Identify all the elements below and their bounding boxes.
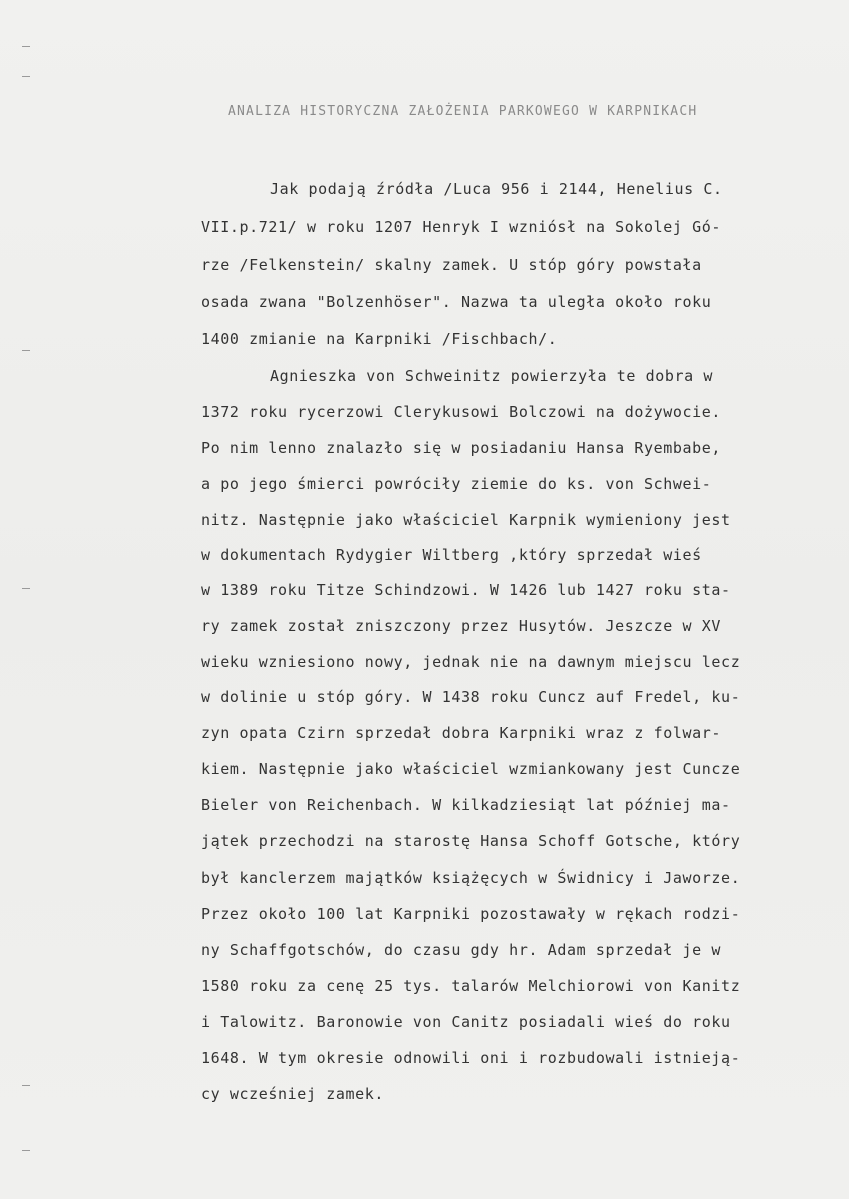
text-line: 1400 zmianie na Karpniki /Fischbach/. xyxy=(201,330,558,348)
text-line: w 1389 roku Titze Schindzowi. W 1426 lub 1427 roku sta- xyxy=(201,581,731,599)
text-line: w dolinie u stóp góry. W 1438 roku Cuncz auf Fredel, ku- xyxy=(201,688,741,706)
document-title: ANALIZA HISTORYCZNA ZAŁOŻENIA PARKOWEGO W KARPNIKACH xyxy=(228,104,698,119)
text-line: ry zamek został zniszczony przez Husytów. Jeszcze w XV xyxy=(201,617,722,635)
text-line: był kanclerzem majątków książęcych w Świdnicy i Jaworze. xyxy=(201,869,741,887)
text-line: 1648. W tym okresie odnowili oni i rozbudowali istnieją- xyxy=(201,1049,741,1067)
text-line: Przez około 100 lat Karpniki pozostawały w rękach rodzi- xyxy=(201,905,741,923)
text-line: VII.p.721/ w roku 1207 Henryk I wzniósł na Sokolej Gó- xyxy=(201,218,722,236)
text-line: 1372 roku rycerzowi Clerykusowi Bolczowi na dożywocie. xyxy=(201,403,722,421)
text-line: nitz. Następnie jako właściciel Karpnik wymieniony jest xyxy=(201,511,731,529)
text-line: Bieler von Reichenbach. W kilkadziesiąt lat później ma- xyxy=(201,796,731,814)
text-line: kiem. Następnie jako właściciel wzmiankowany jest Cuncze xyxy=(201,760,741,778)
text-line: 1580 roku za cenę 25 tys. talarów Melchiorowi von Kanitz xyxy=(201,977,741,995)
margin-mark xyxy=(22,1150,30,1151)
text-line: zyn opata Czirn sprzedał dobra Karpniki wraz z folwar- xyxy=(201,724,722,742)
margin-mark xyxy=(22,1085,30,1086)
margin-mark xyxy=(22,76,30,77)
margin-mark xyxy=(22,350,30,351)
text-line: Jak podają źródła /Luca 956 i 2144, Henelius C. xyxy=(270,180,723,198)
margin-mark xyxy=(22,46,30,47)
text-line: w dokumentach Rydygier Wiltberg ,który sprzedał wieś xyxy=(201,546,702,564)
text-line: jątek przechodzi na starostę Hansa Schoff Gotsche, który xyxy=(201,832,741,850)
text-line: i Talowitz. Baronowie von Canitz posiadali wieś do roku xyxy=(201,1013,731,1031)
margin-mark xyxy=(22,588,30,589)
text-line: wieku wzniesiono nowy, jednak nie na dawnym miejscu lecz xyxy=(201,653,741,671)
text-line: ny Schaffgotschów, do czasu gdy hr. Adam sprzedał je w xyxy=(201,941,722,959)
text-line: a po jego śmierci powróciły ziemie do ks. von Schwei- xyxy=(201,475,712,493)
text-line: Agnieszka von Schweinitz powierzyła te dobra w xyxy=(270,367,714,385)
text-line: cy wcześniej zamek. xyxy=(201,1085,384,1103)
text-line: rze /Felkenstein/ skalny zamek. U stóp góry powstała xyxy=(201,256,702,274)
text-line: Po nim lenno znalazło się w posiadaniu Hansa Ryembabe, xyxy=(201,439,722,457)
text-line: osada zwana "Bolzenhöser". Nazwa ta uległa około roku xyxy=(201,293,712,311)
